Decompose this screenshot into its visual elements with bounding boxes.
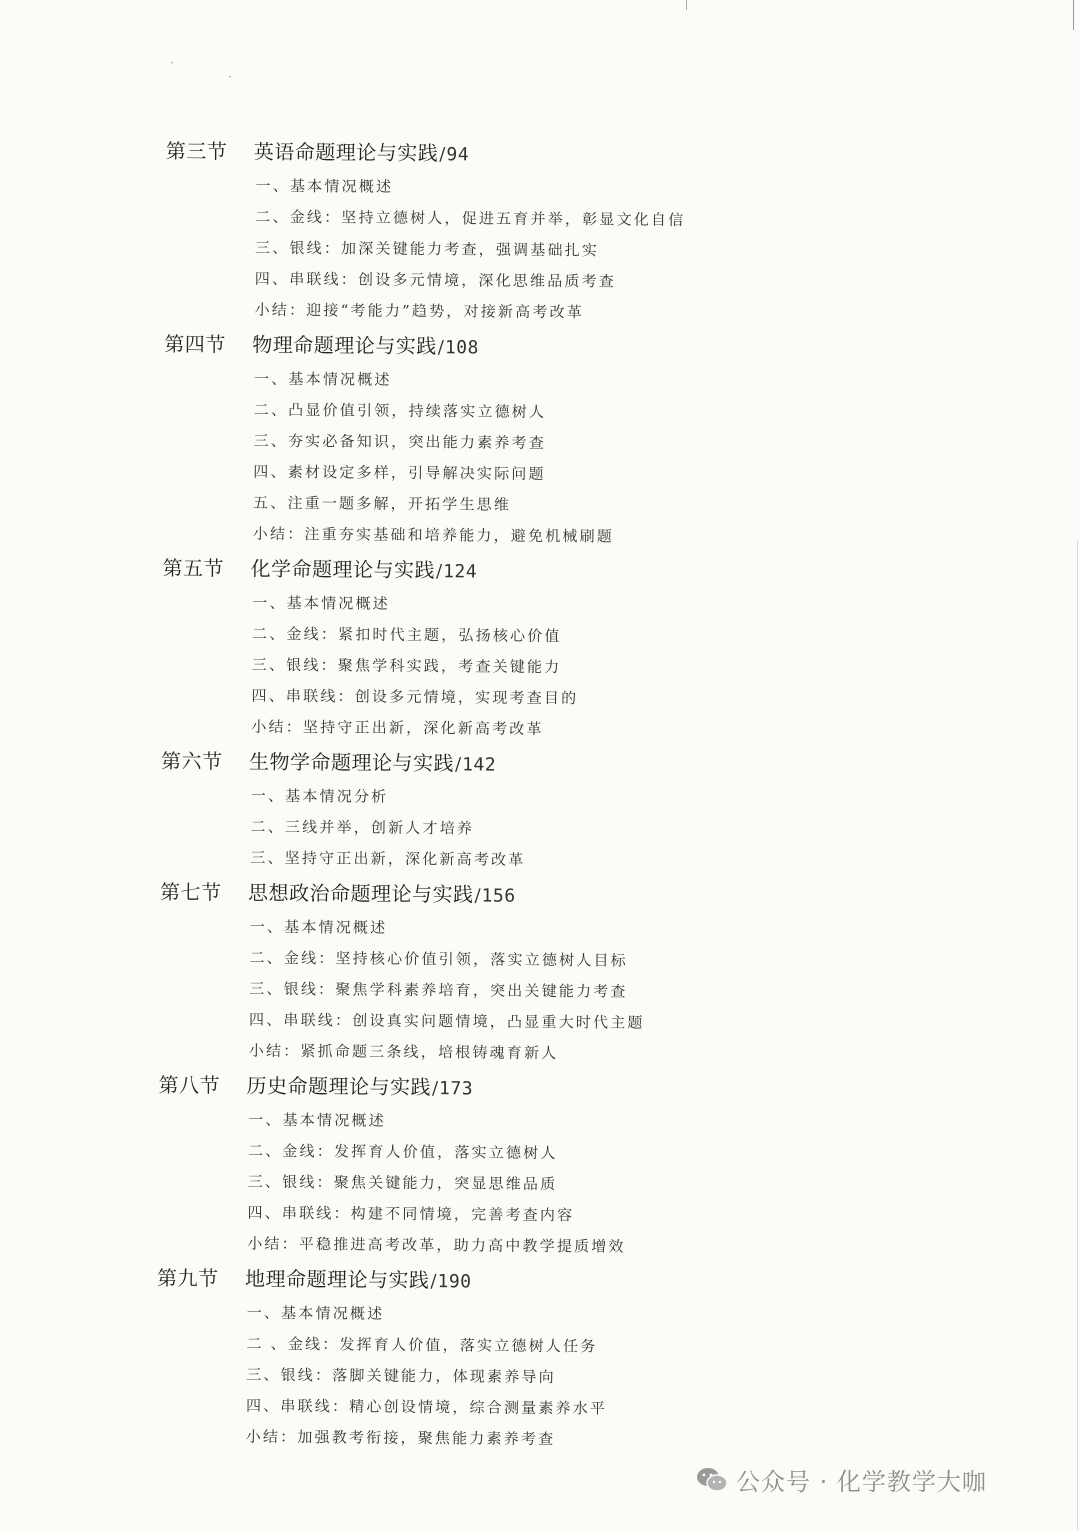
toc-item: 一、基本情况概述	[255, 176, 394, 196]
scan-mark	[686, 0, 687, 10]
toc-item: 四、串联线：构建不同情境，完善考查内容	[247, 1203, 575, 1225]
page-separator: /	[454, 754, 462, 776]
page-separator: /	[437, 337, 444, 359]
section-items	[164, 170, 1025, 332]
section-page-number: 190	[437, 1271, 472, 1293]
toc-item: 三、银线：聚焦关键能力，突显思维品质	[247, 1172, 558, 1194]
section-title: 英语命题理论与实践	[253, 139, 439, 166]
toc-item: 二、三线并举，创新人才培养	[250, 817, 475, 838]
section-label: 第四节	[164, 331, 226, 357]
section-label: 第八节	[158, 1072, 221, 1098]
toc-item: 二、金线：发挥育人价值，落实立德树人	[247, 1141, 558, 1163]
section-items	[156, 1297, 1017, 1459]
toc-item: 四、串联线：创设多元情境，深化思维品质考查	[254, 269, 617, 291]
watermark-text: 公众号 · 化学教学大咖	[736, 1468, 987, 1496]
toc-item: 四、串联线：创设多元情境，实现考查目的	[251, 686, 579, 708]
toc-item: 三、银线：加深关键能力考查，强调基础扎实	[255, 238, 600, 260]
wechat-icon	[696, 1466, 728, 1494]
section-label: 第三节	[165, 138, 228, 164]
toc-item: 一、基本情况概述	[249, 917, 388, 937]
toc-item: 四、素材设定多样，引导解决实际问题	[253, 462, 546, 483]
section-page-number: 124	[443, 561, 478, 583]
page-separator: /	[431, 1078, 439, 1100]
toc-item: 小结：注重夯实基础和培养能力，避免机械刷题	[252, 524, 615, 546]
toc-item: 二 、金线：发挥育人价值，落实立德树人任务	[246, 1334, 598, 1356]
section-title: 思想政治命题理论与实践	[247, 880, 474, 907]
toc-item: 三、夯实必备知识，突出能力素养考查	[253, 431, 547, 452]
section-title: 物理命题理论与实践	[252, 332, 437, 359]
toc-section	[159, 873, 1020, 1073]
section-label: 第九节	[156, 1265, 219, 1291]
toc-item: 小结：迎接“考能力”趋势，对接新高考改革	[254, 300, 585, 322]
section-page-number: 94	[446, 144, 470, 166]
section-items	[159, 911, 1020, 1073]
section-items	[163, 363, 1024, 556]
toc-section	[156, 1259, 1017, 1459]
watermark	[696, 1462, 987, 1497]
section-title: 历史命题理论与实践	[246, 1073, 432, 1100]
section-label: 第六节	[160, 748, 223, 774]
section-items	[161, 587, 1022, 749]
toc-item: 一、基本情况概述	[246, 1303, 385, 1323]
toc-item: 二、金线：坚持立德树人，促进五育并举，彰显文化自信	[255, 207, 686, 230]
section-page-number: 108	[444, 337, 479, 359]
toc-item: 二、金线：紧扣时代主题，弘扬核心价值	[251, 624, 562, 646]
toc-item: 四、串联线：创设真实问题情境，凸显重大时代主题	[248, 1010, 645, 1032]
toc-item: 五、注重一题多解，开拓学生思维	[253, 493, 512, 514]
toc-item: 二、金线：坚持核心价值引领，落实立德树人目标	[249, 948, 628, 970]
toc-section	[160, 742, 1021, 880]
page-edge-shadow	[1077, 540, 1078, 1530]
section-items	[160, 780, 1021, 880]
section-page-number: 173	[438, 1078, 474, 1100]
section-title: 地理命题理论与实践	[244, 1266, 430, 1293]
toc-item: 小结：紧抓命题三条线，培根铸魂育新人	[248, 1041, 559, 1063]
table-of-contents	[156, 132, 1026, 1459]
toc-item: 三、银线：聚焦学科素养培育，突出关键能力考查	[249, 979, 628, 1001]
toc-section	[161, 549, 1022, 749]
section-label: 第五节	[162, 555, 225, 581]
scan-speck: ·	[228, 70, 232, 84]
section-page-number: 156	[481, 885, 516, 907]
page-separator: /	[474, 885, 481, 907]
toc-item: 小结：平稳推进高考改革，助力高中教学提质增效	[247, 1234, 626, 1256]
page-separator: /	[439, 144, 446, 166]
toc-section	[163, 325, 1025, 556]
toc-item: 小结：坚持守正出新，深化新高考改革	[251, 717, 544, 738]
toc-item: 一、基本情况概述	[248, 1110, 386, 1130]
toc-section	[157, 1066, 1018, 1266]
toc-item: 一、基本情况分析	[250, 786, 389, 806]
toc-item: 一、基本情况概述	[253, 369, 392, 389]
page-separator: /	[430, 1271, 437, 1293]
toc-section	[164, 132, 1025, 332]
section-items	[157, 1104, 1018, 1266]
page-edge-mark	[1073, 0, 1074, 30]
page-separator: /	[435, 561, 443, 583]
toc-item: 三、坚持守正出新，深化新高考改革	[250, 848, 526, 869]
section-page-number: 142	[462, 754, 497, 776]
toc-item: 三、银线：落脚关键能力，体现素养导向	[246, 1365, 556, 1387]
toc-item: 二、凸显价值引领，持续落实立德树人	[253, 400, 547, 421]
toc-item: 一、基本情况概述	[252, 593, 390, 613]
section-title: 化学命题理论与实践	[250, 556, 436, 583]
section-label: 第七节	[159, 879, 222, 905]
scan-speck: ·	[170, 56, 174, 70]
toc-item: 四、串联线：精心创设情境，综合测量素养水平	[245, 1396, 608, 1418]
toc-item: 小结：加强教考衔接，聚焦能力素养考查	[245, 1427, 556, 1449]
section-title: 生物学命题理论与实践	[248, 749, 455, 776]
toc-item: 三、银线：聚焦学科实践，考查关键能力	[251, 655, 562, 677]
